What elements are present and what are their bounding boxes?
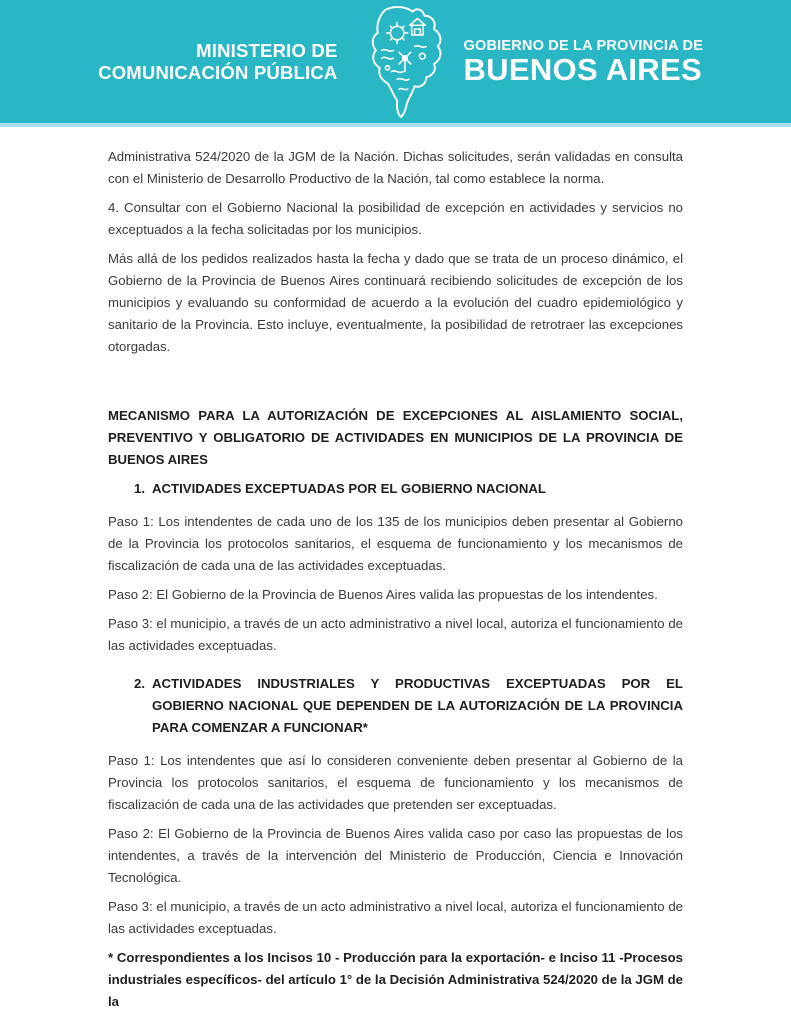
item-1-step-1: Paso 1: Los intendentes de cada uno de los 135 de los municipios deben presentar al Gobierno de la Provincia los protocolos sanitarios, el esquema de funcionamiento y los mecanismos de fiscalización de cada una de las actividades exceptuadas. bbox=[108, 514, 683, 573]
document-page bbox=[0, 127, 791, 1013]
ministry-line1: MINISTERIO DE bbox=[196, 39, 338, 61]
item-2-title: ACTIVIDADES INDUSTRIALES Y PRODUCTIVAS EXCEPTUADAS POR EL GOBIERNO NACIONAL QUE DEPENDEN DE LA AUTORIZACIÓN DE LA PROVINCIA PARA COMENZAR A FUNCIONAR* bbox=[152, 676, 683, 735]
item-2-number: 2. bbox=[134, 676, 145, 691]
paragraph-point-4: 4. Consultar con el Gobierno Nacional la posibilidad de excepción en actividades y servicios no exceptuados a la fecha solicitadas por los municipios. bbox=[108, 200, 683, 237]
item-2-step-1: Paso 1: Los intendentes que así lo consideren conveniente deben presentar al Gobierno de la Provincia los protocolos sanitarios, el esquema de funcionamiento y los mecanismos de fiscalización de cada una de las actividades que pretenden ser exceptuadas. bbox=[108, 753, 683, 812]
section-title: MECANISMO PARA LA AUTORIZACIÓN DE EXCEPCIONES AL AISLAMIENTO SOCIAL, PREVENTIVO Y OBLIGATORIO DE ACTIVIDADES EN MUNICIPIOS DE LA PROVINCIA DE BUENOS AIRES bbox=[108, 408, 683, 467]
item-1-step-3: Paso 3: el municipio, a través de un acto administrativo a nivel local, autoriza el funcionamiento de las actividades exceptuadas. bbox=[108, 616, 683, 653]
government-line2: BUENOS AIRES bbox=[463, 51, 702, 87]
header-band bbox=[0, 0, 791, 127]
government-line1: GOBIERNO DE LA PROVINCIA DE bbox=[463, 37, 704, 54]
item-2-step-2: Paso 2: El Gobierno de la Provincia de Buenos Aires valida caso por caso las propuestas de los intendentes, a través de la intervención del Ministerio de Producción, Ciencia e Innovación Tecnológica. bbox=[108, 826, 683, 885]
item-2-step-3: Paso 3: el municipio, a través de un acto administrativo a nivel local, autoriza el funcionamiento de las actividades exceptuadas. bbox=[108, 899, 683, 936]
paragraph-continuation: Administrativa 524/2020 de la JGM de la Nación. Dichas solicitudes, serán validadas en consulta con el Ministerio de Desarrollo Productivo de la Nación, tal como establece la norma. bbox=[108, 149, 683, 186]
ministry-logotype bbox=[88, 40, 338, 84]
ministry-line2: COMUNICACIÓN PÚBLICA bbox=[98, 61, 338, 83]
paragraph-process-note: Más allá de los pedidos realizados hasta la fecha y dado que se trata de un proceso dinámico, el Gobierno de la Provincia de Buenos Aires continuará recibiendo solicitudes de excepción de los municipios y evaluando su conformidad de acuerdo a la evolución del cuadro epidemiológico y sanitario de la Provincia. Esto incluye, eventualmente, la posibilidad de retrotraer las excepciones otorgadas. bbox=[108, 251, 683, 354]
government-logotype bbox=[464, 38, 704, 86]
numbered-item-1 bbox=[134, 478, 683, 500]
item-1-step-2: Paso 2: El Gobierno de la Provincia de Buenos Aires valida las propuestas de los intendentes. bbox=[108, 587, 658, 602]
item-1-title: ACTIVIDADES EXCEPTUADAS POR EL GOBIERNO NACIONAL bbox=[152, 481, 546, 496]
buenos-aires-province-seal-icon bbox=[354, 4, 450, 120]
footnote: * Correspondientes a los Incisos 10 - Producción para la exportación- e Inciso 11 -Procesos industriales específicos- del artículo 1° de la Decisión Administrativa 524/2020 de la JGM de la bbox=[108, 950, 683, 1009]
item-1-number: 1. bbox=[134, 481, 145, 496]
numbered-item-2 bbox=[134, 673, 683, 739]
